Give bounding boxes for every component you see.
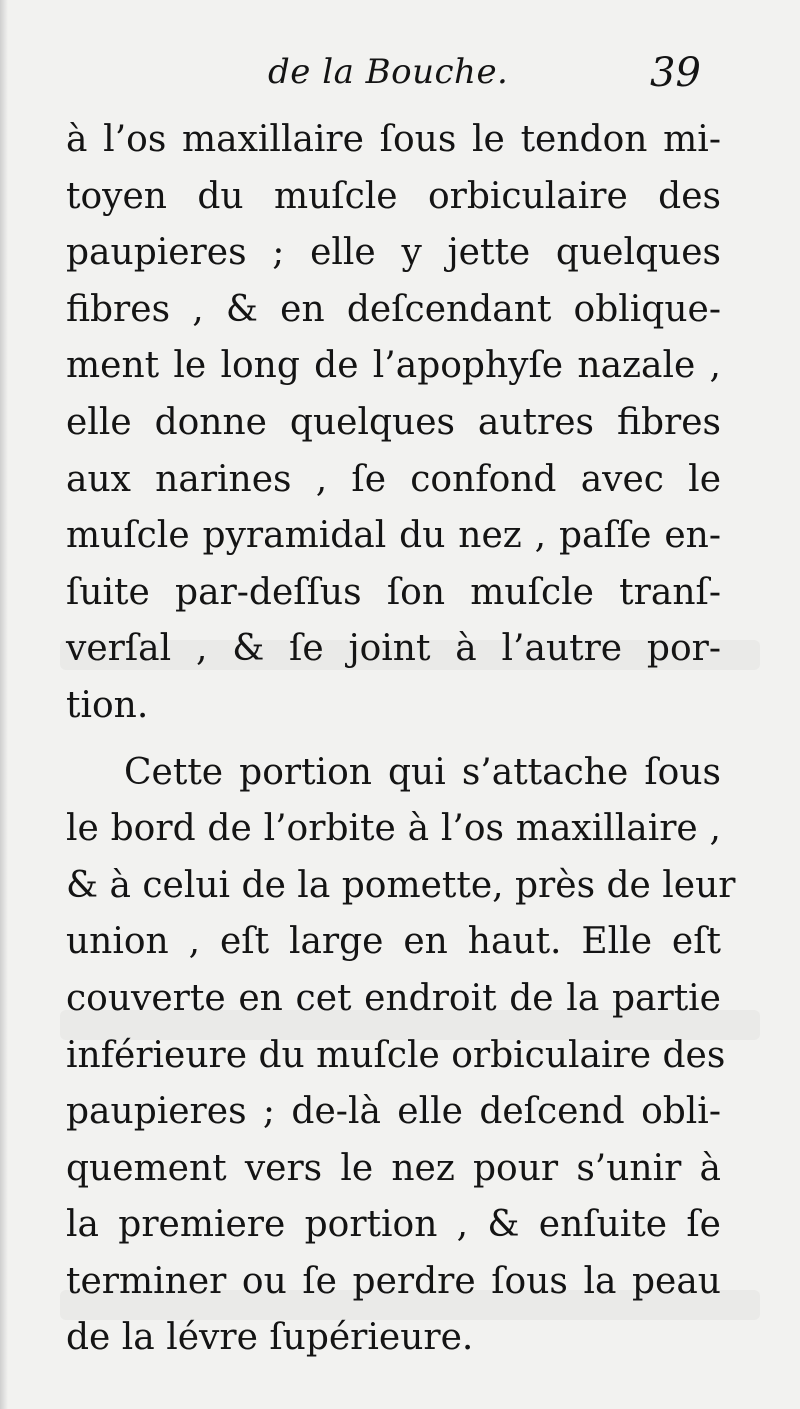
running-head: de la Bouche. <box>268 52 509 92</box>
text-line: verſal , & ſe joint à l’autre por- <box>66 628 721 670</box>
paragraph-2 <box>66 745 736 1368</box>
text-line: union , eſt large en haut. Elle eſt <box>66 921 721 963</box>
text-line: terminer ou ſe perdre ſous la peau <box>66 1260 721 1302</box>
text-line: aux narines , ſe confond avec le <box>66 458 721 500</box>
text-line: de la lévre ſupérieure. <box>66 1317 474 1359</box>
text-line: le bord de l’orbite à l’os maxillaire , <box>66 808 721 850</box>
text-line: paupieres ; de-là elle deſcend obli- <box>66 1091 721 1133</box>
paragraph-1 <box>66 112 721 735</box>
paragraph-gap <box>66 735 721 745</box>
text-line: ſuite par-deſſus ſon muſcle tranſ- <box>66 571 721 613</box>
text-line: elle donne quelques autres fibres <box>66 401 721 443</box>
page-header <box>0 48 800 108</box>
text-line: tion. <box>66 684 149 726</box>
text-line: fibres , & en deſcendant oblique- <box>66 288 721 330</box>
text-line: & à celui de la pomette, près de leur <box>66 864 736 906</box>
text-line: paupieres ; elle y jette quelques <box>66 232 721 274</box>
text-line: Cette portion qui s’attache ſous <box>124 751 721 793</box>
text-line: muſcle pyramidal du nez , paſſe en- <box>66 515 721 557</box>
text-line: quement vers le nez pour s’unir à <box>66 1147 721 1189</box>
text-line: couverte en cet endroit de la partie <box>66 977 721 1019</box>
text-line: toyen du muſcle orbiculaire des <box>66 175 721 217</box>
text-line: la premiere portion , & enſuite ſe <box>66 1204 721 1246</box>
body-text <box>66 112 736 1367</box>
text-line: inférieure du muſcle orbiculaire des <box>66 1034 726 1076</box>
scan-edge <box>0 0 8 1409</box>
page-number: 39 <box>650 50 701 96</box>
text-line: à l’os maxillaire ſous le tendon mi- <box>66 119 721 160</box>
text-line: ment le long de l’apophyſe nazale , <box>66 345 721 387</box>
